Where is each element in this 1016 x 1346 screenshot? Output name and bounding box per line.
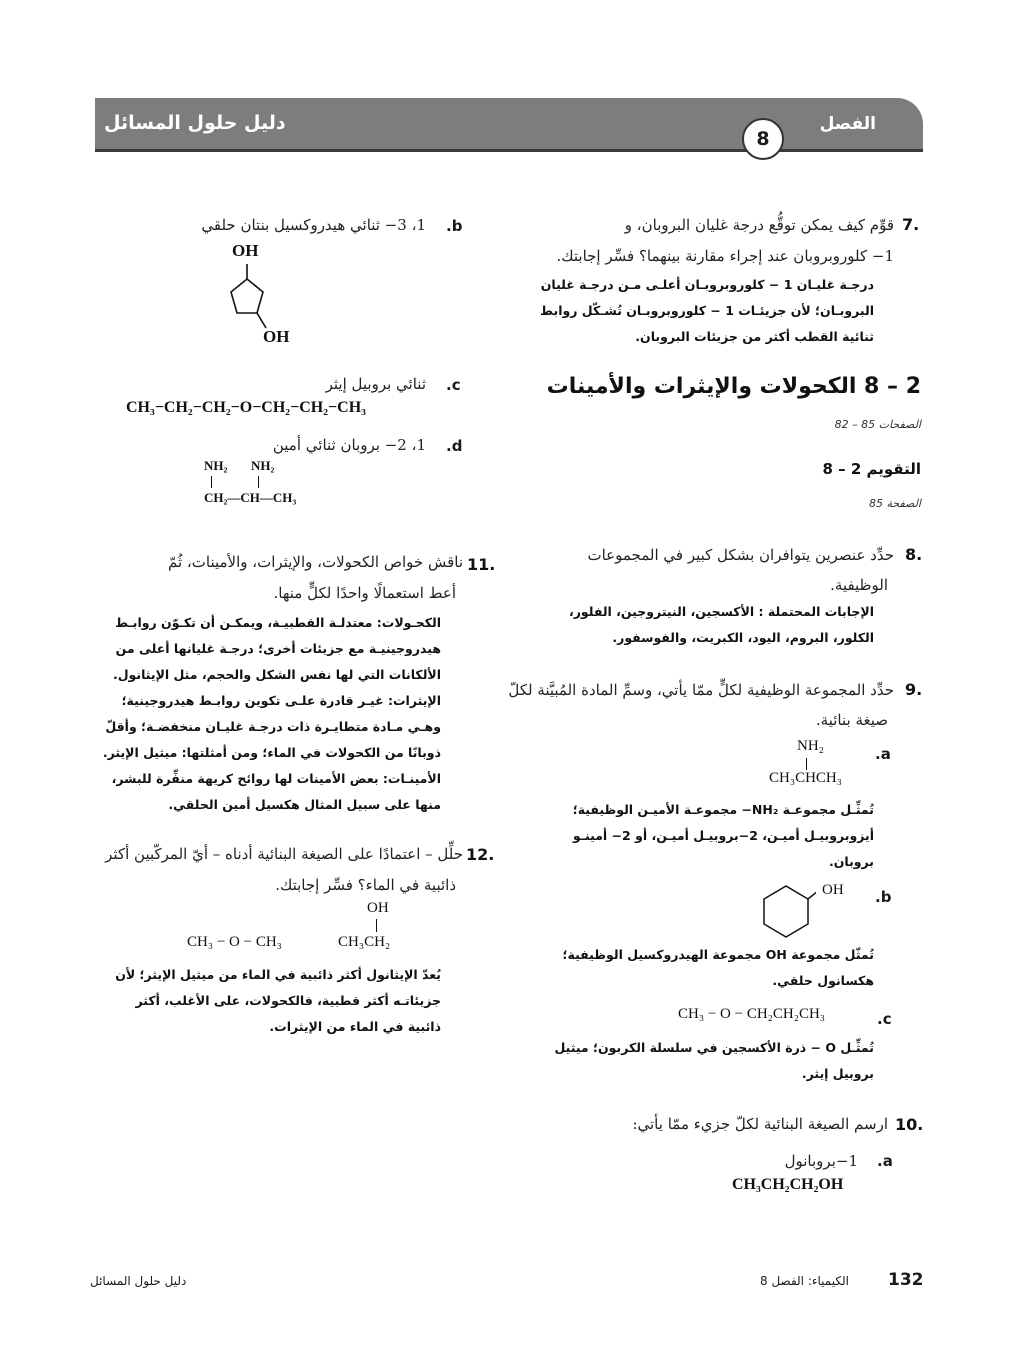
q12-answers <box>115 962 441 1040</box>
structural-formula: CH₃ − O − CH₂CH₂CH₃ <box>678 1006 826 1022</box>
answer-text: بروبيل إيثر. <box>801 1066 874 1081</box>
compound-name: ثنائي بروبيل إيثر <box>325 375 426 393</box>
sub-letter: .b <box>875 888 892 906</box>
answer-text: بروبان. <box>828 854 874 869</box>
answer-text: وهـي مـادة متطايـرة ذات درجـة غليـان منخفضـة؛ وأقلّ <box>105 719 441 734</box>
question-text: الوظيفية. <box>830 576 888 594</box>
question-text: حدِّد المجموعة الوظيفية لكلٍّ ممّا يأتي، وسمِّ المادة المُبيَّنة لكلّ <box>508 681 894 699</box>
chapter-number-badge: 8 <box>742 118 784 160</box>
answer-text: منها على سبيل المثال هكسيل أمين الحلقي. <box>168 797 441 812</box>
bond-line <box>376 919 377 932</box>
question-text: ذائبية في الماء؟ فسِّر إجابتك. <box>275 876 456 894</box>
evaluation-title: التقويم 2 – 8 <box>822 460 921 478</box>
section-title: 2 – 8 الكحولات والإيثرات والأمينات <box>546 374 921 399</box>
question-number: 7. <box>902 215 920 234</box>
amine-group: NH₂ <box>251 458 275 473</box>
question-number: 12. <box>466 845 495 864</box>
hydroxyl-group: OH <box>232 241 259 260</box>
cyclohexane-ring <box>756 880 816 940</box>
question-text: ناقش خواص الكحولات، والإيثرات، والأمينات، ثُمّ <box>168 553 463 571</box>
sub-letter: .a <box>875 745 891 763</box>
question-text: ارسم الصيغة البنائية لكلّ جزيء ممّا يأتي: <box>632 1115 888 1133</box>
question-number: 11. <box>467 555 496 574</box>
answer-text: الأمينـات: بعض الأمينات لها روائح كريهة منفِّرة للبشر، <box>111 771 441 786</box>
cyclopentane-ring <box>220 262 272 334</box>
sub-letter: .c <box>877 1010 892 1028</box>
structural-formula: CH₃CH₂CH₂OH <box>732 1176 844 1193</box>
structural-formula: CH₃ − O − CH₃ <box>187 934 282 950</box>
answer-text: تُمثّل مجموعة OH مجموعة الهيدروكسيل الوظيفية؛ <box>562 947 874 962</box>
answer-text: هيدروجينيـة مع جزيئات أخرى؛ درجـة غليانها أعلى من <box>115 641 441 656</box>
bond-line <box>806 758 807 770</box>
compound-name: 1−بروبانول <box>784 1152 858 1170</box>
answer-text: تُمثِّـل مجموعـة NH₂− مجموعـة الأميـن الوظيفية؛ <box>572 802 874 817</box>
answer-text: الإجابات المحتملة : الأكسجين، النيتروجين، الفلور، <box>568 604 874 619</box>
answer-text: يُعدّ الإيثانول أكثر ذائبية في الماء من ميثيل الإيثر؛ لأن <box>115 967 441 982</box>
question-number: 10. <box>895 1115 924 1134</box>
structural-formula: CH₃−CH₂−CH₂−O−CH₂−CH₂−CH₃ <box>126 399 366 416</box>
question-text: حلِّل – اعتمادًا على الصيغة البنائية أدناه – أيّ المركّبين أكثر <box>105 845 463 863</box>
sub-letter: .c <box>446 376 461 394</box>
answer-text: جزيئاتـه أكثر قطبية، فالكحولات، على الأغلب، أكثر <box>135 993 441 1008</box>
question-text: أعط استعمالًا واحدًا لكلٍّ منها. <box>273 584 456 602</box>
hydroxyl-group: OH <box>822 882 844 898</box>
compound-name: 1، 2− بروبان ثنائي أمين <box>272 436 426 454</box>
answer-text: الألكانات التي لها نفس الشكل والحجم، مثل الإيثانول. <box>112 667 441 682</box>
sub-letter: .b <box>446 217 463 235</box>
answer-text: ذوبانًا من الكحولات في الماء؛ ومن أمثلتها: ميثيل الإيثر. <box>102 745 441 760</box>
structural-formula: CH₂—CH—CH₃ <box>204 490 297 505</box>
structural-formula: CH₃CHCH₃ <box>769 770 842 786</box>
answer-text: ذائبية في الماء من الإيثرات. <box>269 1019 441 1034</box>
section-pages: الصفحات 85 – 82 <box>834 418 921 431</box>
question-text: صيغة بنائية. <box>815 711 888 729</box>
compound-name: 1، 3− ثنائي هيدروكسيل بنتان حلقي <box>201 216 426 234</box>
answer-text: درجـة غليـان 1 − كلوروبروبـان أعلـى مـن درجـة غليان <box>540 277 874 292</box>
question-number: 9. <box>905 680 923 699</box>
q11-answers <box>103 610 441 818</box>
evaluation-page: الصفحة 85 <box>868 497 921 510</box>
page-number: 132 <box>888 1270 924 1290</box>
answer-text: ثنائية القطب أكثر من جزيئات البروبان. <box>635 329 874 344</box>
answer-text: الإيثرات: غيـر قادرة علـى تكوين روابـط هيدروجينية؛ <box>121 693 441 708</box>
chapter-label: الفصل <box>819 114 876 134</box>
answer-text: البروبـان؛ لأن جزيئـات 1 − كلوروبروبـان تُشـكّل روابط <box>540 303 874 318</box>
answer-text: هكسانول حلقي. <box>772 973 874 988</box>
guide-title: دليل حلول المسائل <box>104 112 286 134</box>
hydroxyl-group: OH <box>367 900 389 916</box>
sub-letter: .d <box>446 437 463 455</box>
answer-text: الكلور، البروم، اليود، الكبريت، والفوسفور. <box>612 630 874 645</box>
bond-line <box>211 476 212 488</box>
question-number: 8. <box>905 545 923 564</box>
question-text: قوِّم كيف يمكن توقُّع درجة غليان البروبان، و <box>624 216 894 234</box>
answer-text: الكحـولات: معتدلـة القطبيـة، ويمكـن أن تكـوّن روابـط <box>115 615 441 630</box>
footer-guide-title: دليل حلول المسائل <box>90 1274 187 1288</box>
sub-letter: .a <box>877 1152 893 1170</box>
header-rule <box>95 149 923 152</box>
bond-line <box>258 476 259 488</box>
amine-group: NH₂ <box>204 458 228 473</box>
question-text: حدِّد عنصرين يتوافران بشكل كبير في المجموعات <box>587 546 894 564</box>
structural-formula: CH₃CH₂ <box>338 934 391 950</box>
answer-text: أيزوبروبيـل أميـن، 2−بروبيـل أميـن، أو 2− أمينـو <box>572 828 874 843</box>
amine-group: NH₂ <box>797 738 824 754</box>
hydroxyl-group: OH <box>263 327 290 346</box>
footer-chapter: الكيمياء: الفصل 8 <box>760 1274 849 1288</box>
answer-text: تُمثِّـل O − ذرة الأكسجين في سلسلة الكربون؛ ميثيل <box>554 1040 874 1055</box>
question-text: 1− كلوروبروبان عند إجراء مقارنة بينهما؟ فسِّر إجابتك. <box>556 247 894 265</box>
